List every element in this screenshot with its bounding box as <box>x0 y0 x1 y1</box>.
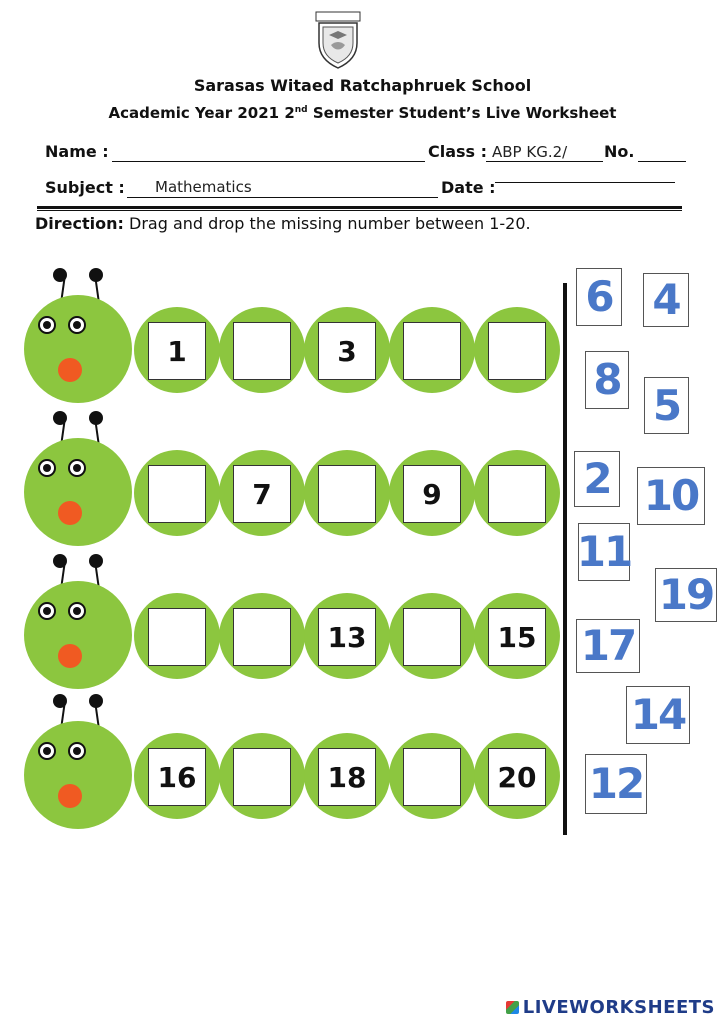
caterpillar-head <box>24 295 132 403</box>
liveworksheets-icon <box>506 1001 519 1014</box>
number-box[interactable]: 7 <box>233 465 291 523</box>
caterpillar-4 <box>20 688 560 808</box>
nose-icon <box>58 784 82 808</box>
number-box[interactable] <box>148 465 206 523</box>
name-field[interactable] <box>112 161 425 162</box>
number-box[interactable]: 1 <box>148 322 206 380</box>
antenna-tip <box>53 694 67 708</box>
divider-line <box>563 283 567 835</box>
number-tile[interactable]: 6 <box>576 268 622 326</box>
number-tile[interactable]: 8 <box>585 351 629 409</box>
number-box[interactable]: 15 <box>488 608 546 666</box>
eye-icon <box>38 316 56 334</box>
subject-label: Subject : <box>45 178 125 197</box>
number-box[interactable] <box>403 322 461 380</box>
number-box[interactable]: 3 <box>318 322 376 380</box>
eye-icon <box>38 602 56 620</box>
number-box[interactable]: 9 <box>403 465 461 523</box>
number-tile[interactable]: 5 <box>644 377 689 434</box>
header-rule <box>37 206 682 209</box>
pupil <box>73 321 81 329</box>
number-tile[interactable]: 2 <box>574 451 620 507</box>
number-tile[interactable]: 11 <box>578 523 630 581</box>
pupil <box>73 607 81 615</box>
number-box[interactable] <box>488 322 546 380</box>
caterpillar-1 <box>20 262 560 382</box>
school-crest-icon <box>313 11 363 69</box>
class-label: Class : <box>428 142 488 161</box>
number-tile[interactable]: 12 <box>585 754 647 814</box>
class-value: ABP KG.2/ <box>492 143 568 161</box>
antenna-tip <box>53 411 67 425</box>
eye-icon <box>68 602 86 620</box>
number-tile[interactable]: 19 <box>655 568 717 622</box>
caterpillar-head <box>24 581 132 689</box>
caterpillar-2 <box>20 405 560 525</box>
caterpillar-head <box>24 438 132 546</box>
header-rule-thin <box>37 210 682 211</box>
number-box[interactable]: 13 <box>318 608 376 666</box>
number-field[interactable] <box>638 161 686 162</box>
name-label: Name : <box>45 142 109 161</box>
pupil <box>43 464 51 472</box>
number-tile[interactable]: 10 <box>637 467 705 525</box>
worksheet-title: Academic Year 2021 2nd Semester Student’s Live Worksheet <box>108 104 617 122</box>
nose-icon <box>58 501 82 525</box>
nose-icon <box>58 644 82 668</box>
subject-value: Mathematics <box>155 178 252 196</box>
pupil <box>43 607 51 615</box>
pupil <box>43 747 51 755</box>
liveworksheets-logo: LIVEWORKSHEETS <box>506 997 715 1018</box>
direction-text: Direction: Drag and drop the missing number between 1-20. <box>35 214 531 233</box>
antenna-tip <box>89 268 103 282</box>
pupil <box>43 321 51 329</box>
eye-icon <box>38 742 56 760</box>
antenna-tip <box>53 268 67 282</box>
number-label: No. <box>604 142 635 161</box>
school-name: Sarasas Witaed Ratchaphruek School <box>193 76 532 95</box>
pupil <box>73 747 81 755</box>
number-box[interactable] <box>318 465 376 523</box>
antenna-tip <box>89 694 103 708</box>
number-tile[interactable]: 4 <box>643 273 689 327</box>
number-tile[interactable]: 14 <box>626 686 690 744</box>
number-box[interactable] <box>233 322 291 380</box>
number-box[interactable] <box>403 748 461 806</box>
number-box[interactable] <box>233 748 291 806</box>
number-tile[interactable]: 17 <box>576 619 640 673</box>
antenna-tip <box>89 554 103 568</box>
eye-icon <box>68 742 86 760</box>
antenna-tip <box>53 554 67 568</box>
number-box[interactable] <box>233 608 291 666</box>
nose-icon <box>58 358 82 382</box>
number-box[interactable] <box>403 608 461 666</box>
class-field[interactable] <box>486 161 603 162</box>
number-box[interactable] <box>488 465 546 523</box>
pupil <box>73 464 81 472</box>
eye-icon <box>68 459 86 477</box>
date-field[interactable] <box>495 182 675 183</box>
eye-icon <box>38 459 56 477</box>
subject-field[interactable] <box>127 197 438 198</box>
caterpillar-3 <box>20 548 560 668</box>
eye-icon <box>68 316 86 334</box>
caterpillar-head <box>24 721 132 829</box>
number-box[interactable]: 18 <box>318 748 376 806</box>
antenna-tip <box>89 411 103 425</box>
number-box[interactable] <box>148 608 206 666</box>
number-box[interactable]: 16 <box>148 748 206 806</box>
number-box[interactable]: 20 <box>488 748 546 806</box>
date-label: Date : <box>441 178 496 197</box>
